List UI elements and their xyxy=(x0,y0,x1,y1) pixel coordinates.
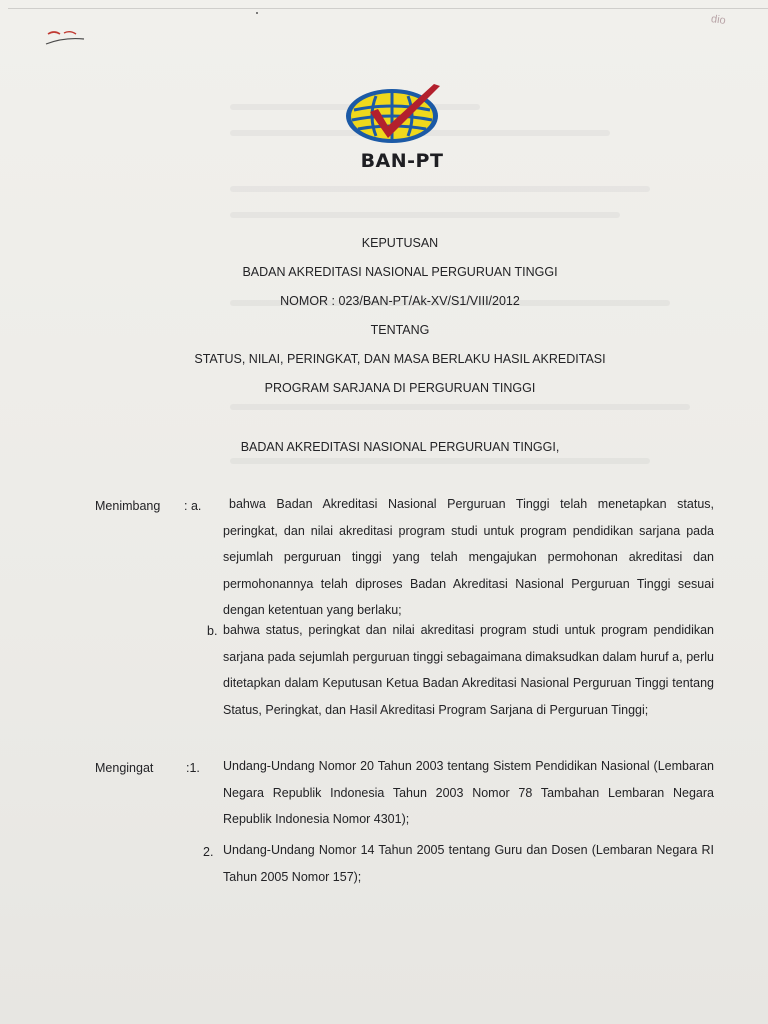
mengingat-item2-marker: 2. xyxy=(203,845,214,859)
speck xyxy=(256,12,258,14)
menimbang-b-marker: b. xyxy=(207,624,218,638)
heading-tentang: TENTANG xyxy=(370,323,430,337)
fold-line xyxy=(8,8,768,9)
bleed-through xyxy=(230,458,650,464)
heading-keputusan: KEPUTUSAN xyxy=(361,236,439,250)
handwritten-mark xyxy=(44,28,88,48)
heading-institution: BADAN AKREDITASI NASIONAL PERGURUAN TINGGI xyxy=(242,265,558,279)
menimbang-label: Menimbang xyxy=(95,499,161,513)
page-mark: dio xyxy=(710,13,727,27)
heading-number: NOMOR : 023/BAN-PT/Ak-XV/S1/VIII/2012 xyxy=(280,294,520,308)
menimbang-b-text: bahwa status, peringkat dan nilai akreditasi program studi untuk program pendidikan sarjana pada sejumlah perguruan tinggi sebagaimana dimaksudkan dalam huruf a, perlu ditetapkan dalam Keputusan Ketua Badan Akreditasi Nasional Perguruan Tinggi tentang Status, Peringkat, dan Hasil Akreditasi Program Sarjana di Perguruan Tinggi; xyxy=(223,623,714,717)
mengingat-item2-text: Undang-Undang Nomor 14 Tahun 2005 tentang Guru dan Dosen (Lembaran Negara RI Tahun 2005 Nomor 157); xyxy=(223,843,714,884)
menimbang-a-marker: : a. xyxy=(184,499,202,513)
ban-pt-logo xyxy=(340,82,452,152)
bleed-through xyxy=(230,212,620,218)
mengingat-item1-text: Undang-Undang Nomor 20 Tahun 2003 tentang Sistem Pendidikan Nasional (Lembaran Negara Republik Indonesia Tahun 2003 Nomor 78 Tambahan Lembaran Negara Republik Indonesia Nomor 4301); xyxy=(223,759,714,826)
heading-authority: BADAN AKREDITASI NASIONAL PERGURUAN TINGGI, xyxy=(240,440,560,454)
heading-subject-2: PROGRAM SARJANA DI PERGURUAN TINGGI xyxy=(264,381,536,395)
bleed-through xyxy=(230,186,650,192)
heading-subject: STATUS, NILAI, PERINGKAT, DAN MASA BERLAKU HASIL AKREDITASI xyxy=(194,352,606,366)
menimbang-a-text: bahwa Badan Akreditasi Nasional Perguruan Tinggi telah menetapkan status, peringkat, dan nilai akreditasi program studi untuk program pendidikan sarjana pada sejumlah perguruan tinggi yang telah mengajukan permohonan akreditasi dan permohonannya telah diproses Badan Akreditasi Nasional Perguruan Tinggi sesuai dengan ketentuan yang berlaku; xyxy=(223,497,714,617)
mengingat-label: Mengingat xyxy=(95,761,154,775)
bleed-through xyxy=(230,404,690,410)
mengingat-item1-marker: :1. xyxy=(186,761,200,775)
logo-text: BAN-PT xyxy=(360,150,444,172)
